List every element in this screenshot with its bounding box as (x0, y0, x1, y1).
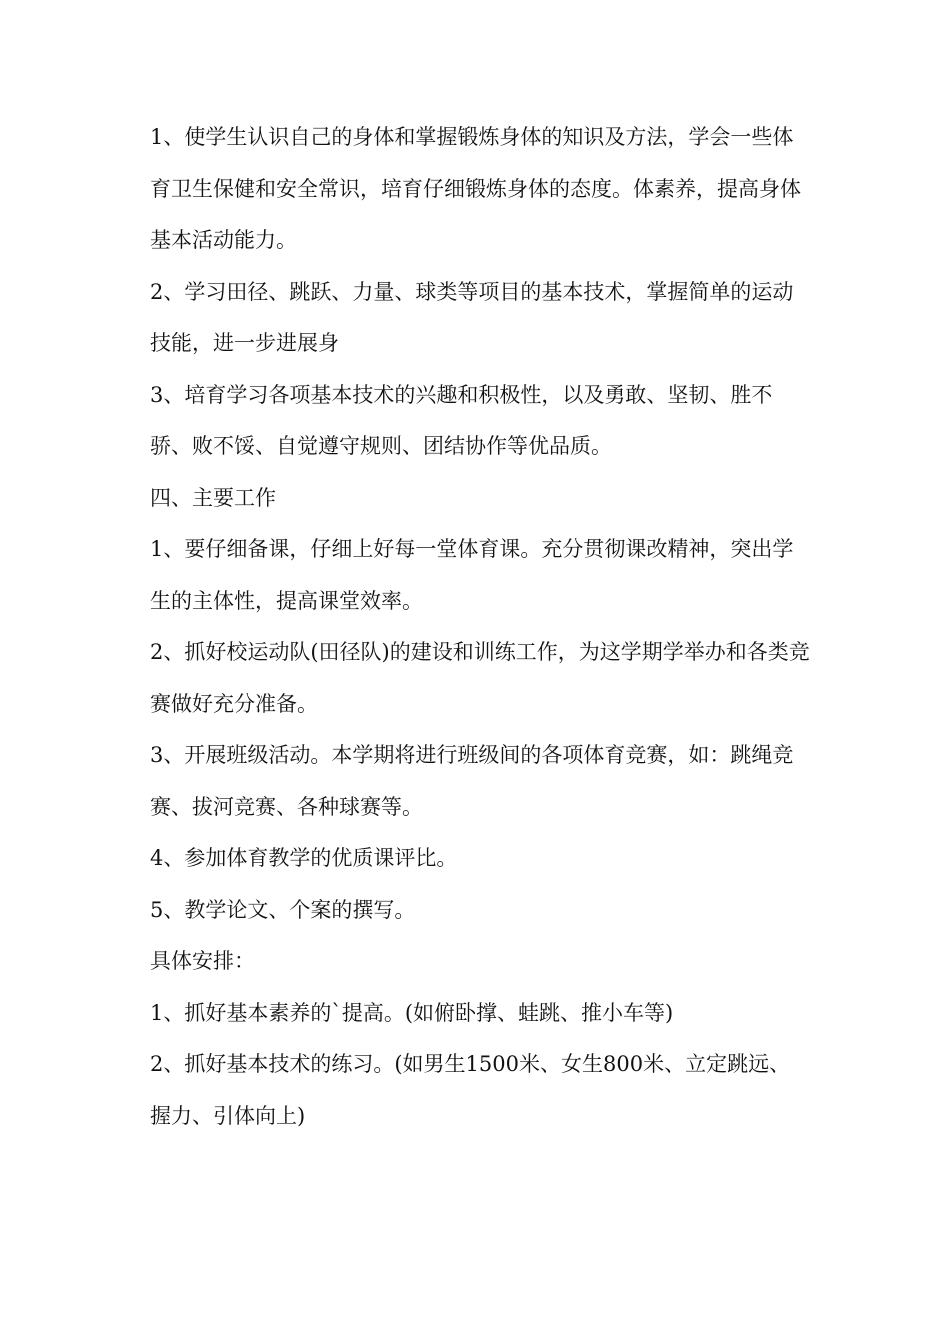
paragraph-schedule-1: 1、抓好基本素养的`提高。(如俯卧撑、蛙跳、推小车等) (150, 1000, 674, 1025)
paragraph-goal-1: 1、使学生认识自己的身体和掌握锻炼身体的知识及方法，学会一些体育卫生保健和安全常识，培育仔细锻炼身体的态度。体素养，提高身体基本活动能力。 (150, 125, 801, 252)
paragraph-goal-3: 3、培育学习各项基本技术的兴趣和积极性，以及勇敢、坚韧、胜不骄、败不馁、自觉遵守规则、团结协作等优品质。 (150, 382, 773, 458)
paragraph-schedule-2: 2、抓好基本技术的练习。(如男生1500米、女生800米、立定跳远、握力、引体向上) (150, 1052, 791, 1128)
paragraph-work-1: 1、要仔细备课，仔细上好每一堂体育课。充分贯彻课改精神，突出学生的主体性，提高课堂效率。 (150, 537, 794, 613)
section-heading-main-work: 四、主要工作 (150, 485, 276, 510)
document-body (150, 112, 810, 1142)
paragraph-work-5: 5、教学论文、个案的撰写。 (150, 897, 416, 922)
paragraph-work-4: 4、参加体育教学的优质课评比。 (150, 846, 458, 870)
section-heading-schedule: 具体安排： (150, 949, 255, 973)
paragraph-work-3: 3、开展班级活动。本学期将进行班级间的各项体育竞赛，如：跳绳竞赛、拔河竞赛、各种球赛等。 (150, 743, 794, 819)
paragraph-goal-2: 2、学习田径、跳跃、力量、球类等项目的基本技术，掌握简单的运动技能，进一步进展身 (150, 279, 794, 355)
paragraph-work-2: 2、抓好校运动队(田径队)的建设和训练工作，为这学期学举办和各类竞赛做好充分准备。 (150, 640, 810, 716)
